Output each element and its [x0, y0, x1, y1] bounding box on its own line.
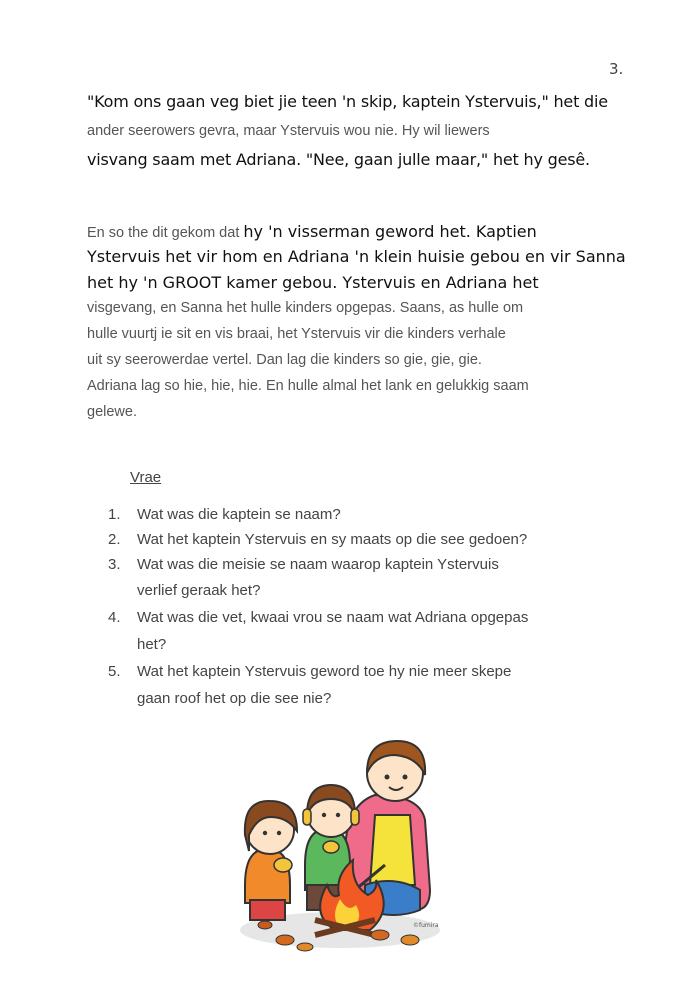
para1-line-1: "Kom ons gaan veg biet jie teen 'n skip, kaptein Ystervuis," het die [87, 92, 608, 111]
question-text: verlief geraak het? [137, 582, 261, 599]
para2-line-1 [87, 222, 537, 242]
page-number: 3. [609, 60, 624, 78]
question-text: Wat het kaptein Ystervuis geword toe hy nie meer skepe [137, 663, 512, 680]
para2-line-1-plain: En so the dit gekom dat [87, 225, 244, 241]
question-number: 1. [108, 506, 121, 523]
illustration-credit: ©fumira [413, 922, 439, 929]
question-number: 4. [108, 609, 121, 626]
question-text: gaan roof het op die see nie? [137, 690, 332, 707]
questions-heading: Vrae [130, 469, 162, 486]
question-text: Wat was die meisie se naam waarop kaptein Ystervuis [137, 556, 499, 573]
para2-line-1-hand: hy 'n visserman geword het. Kaptien [243, 222, 537, 241]
para2-line-5: hulle vuurtj ie sit en vis braai, het Ystervuis vir die kinders verhale [87, 326, 506, 342]
para2-line-3-hand: het hy 'n GROOT kamer gebou. Ystervuis en Adriana het [87, 273, 539, 292]
para2-line-7: Adriana lag so hie, hie, hie. En hulle almal het lank en gelukkig saam [87, 378, 529, 394]
para2-line-8: gelewe. [87, 404, 137, 420]
para2-line-4: visgevang, en Sanna het hulle kinders opgepas. Saans, as hulle om [87, 300, 524, 316]
children-campfire-illustration [225, 735, 455, 965]
question-text: Wat was die kaptein se naam? [137, 506, 341, 523]
question-text: het? [137, 636, 167, 653]
para2-line-2 [87, 247, 626, 267]
question-number: 2. [108, 531, 121, 548]
para2-line-2-hand: Ystervuis het vir hom en Adriana 'n klein huisie gebou en vir Sanna [87, 247, 626, 266]
question-text: Wat was die vet, kwaai vrou se naam wat Adriana opgepas [137, 609, 529, 626]
para1-line-3: visvang saam met Adriana. "Nee, gaan julle maar," het hy gesê. [87, 150, 590, 169]
question-text: Wat het kaptein Ystervuis en sy maats op die see gedoen? [137, 531, 528, 548]
question-number: 3. [108, 556, 121, 573]
para2-line-6: uit sy seerowerdae vertel. Dan lag die kinders so gie, gie, gie. [87, 352, 482, 368]
para2-line-3 [87, 273, 539, 293]
para1-line-2: ander seerowers gevra, maar Ystervuis wou nie. Hy wil liewers [87, 123, 490, 139]
question-number: 5. [108, 663, 121, 680]
